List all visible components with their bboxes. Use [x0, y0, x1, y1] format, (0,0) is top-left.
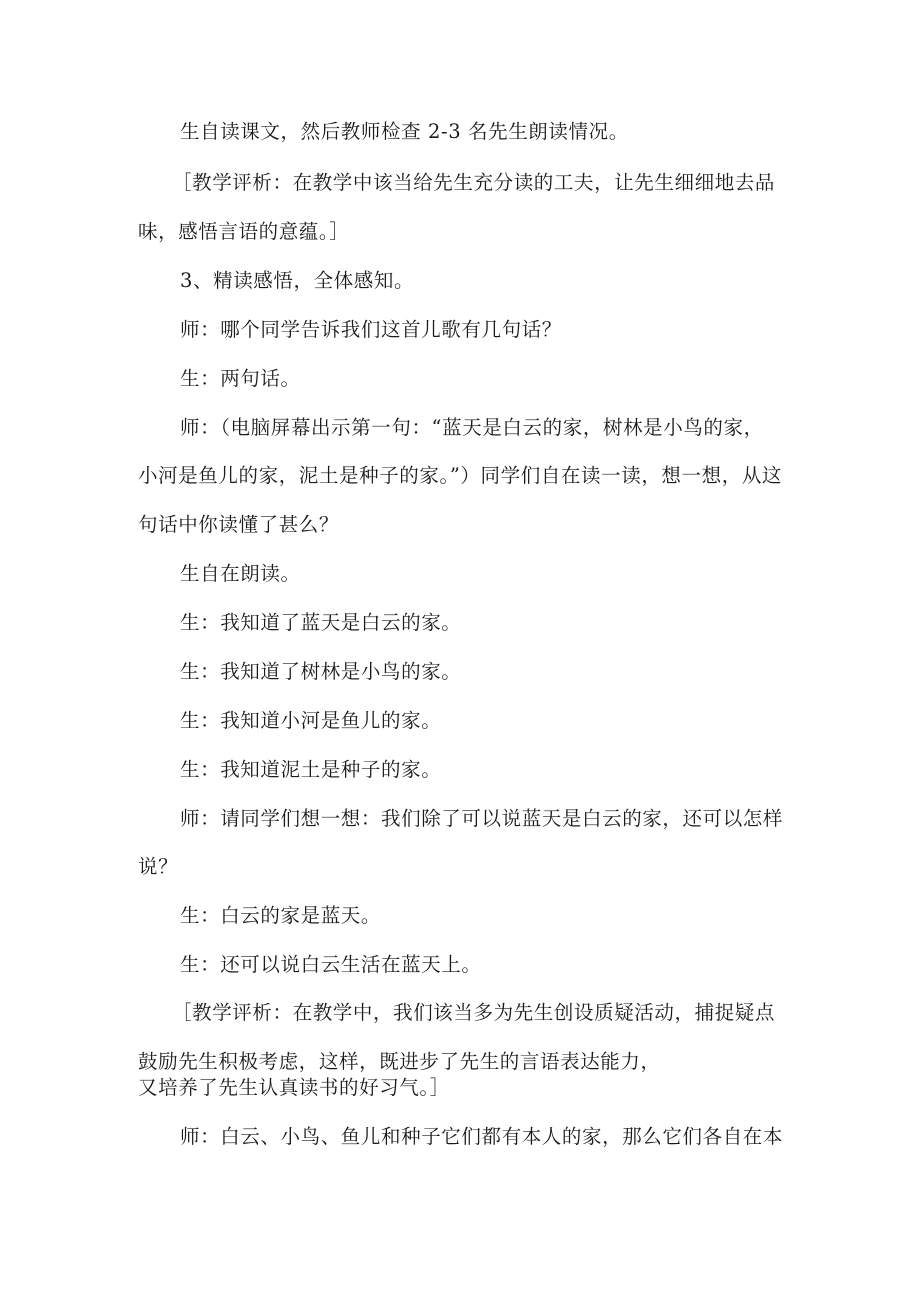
text-line: 师：（电脑屏幕出示第一句：“蓝天是白云的家，树林是小鸟的家， [180, 416, 764, 439]
text-line: 味，感悟言语的意蕴。］ [138, 220, 350, 243]
text-line: 句话中你读懂了甚么？ [138, 513, 340, 536]
text-line: 生自在朗读。 [180, 562, 301, 585]
text-line: 生自读课文，然后教师检查 2-3 名先生朗读情况。 [180, 120, 629, 143]
text-line: ［教学评析：在教学中该当给先生充分读的工夫，让先生细细地去品 [172, 171, 776, 194]
text-line: 师：哪个同学告诉我们这首儿歌有几句话？ [180, 318, 562, 341]
text-line: ［教学评析：在教学中，我们该当多为先生创设质疑活动，捕捉疑点 [172, 1001, 776, 1024]
text-line: 生：两句话。 [180, 367, 301, 390]
text-line: 生：我知道了蓝天是白云的家。 [180, 611, 462, 634]
text-line: 生：还可以说白云生活在蓝天上。 [180, 953, 482, 976]
text-line: 生：白云的家是蓝天。 [180, 904, 382, 927]
text-line: 生：我知道了树林是小鸟的家。 [180, 660, 462, 683]
text-line: 生：我知道小河是鱼儿的家。 [180, 709, 442, 732]
text-line: 又培养了先生认真读书的好习气。］ [138, 1076, 450, 1099]
text-line: 生：我知道泥土是种子的家。 [180, 758, 442, 781]
text-line: 说？ [138, 855, 179, 878]
text-line: 师：白云、小鸟、鱼儿和种子它们都有本人的家，那么它们各自在本 [180, 1125, 784, 1148]
text-line: 小河是鱼儿的家，泥土是种子的家。”）同学们自在读一读，想一想，从这 [138, 464, 783, 487]
text-line: 3、精读感悟，全体感知。 [180, 269, 415, 292]
text-line: 师：请同学们想一想：我们除了可以说蓝天是白云的家，还可以怎样 [180, 807, 784, 830]
text-line: 鼓励先生积极考虑，这样，既进步了先生的言语表达能力， [138, 1050, 661, 1073]
